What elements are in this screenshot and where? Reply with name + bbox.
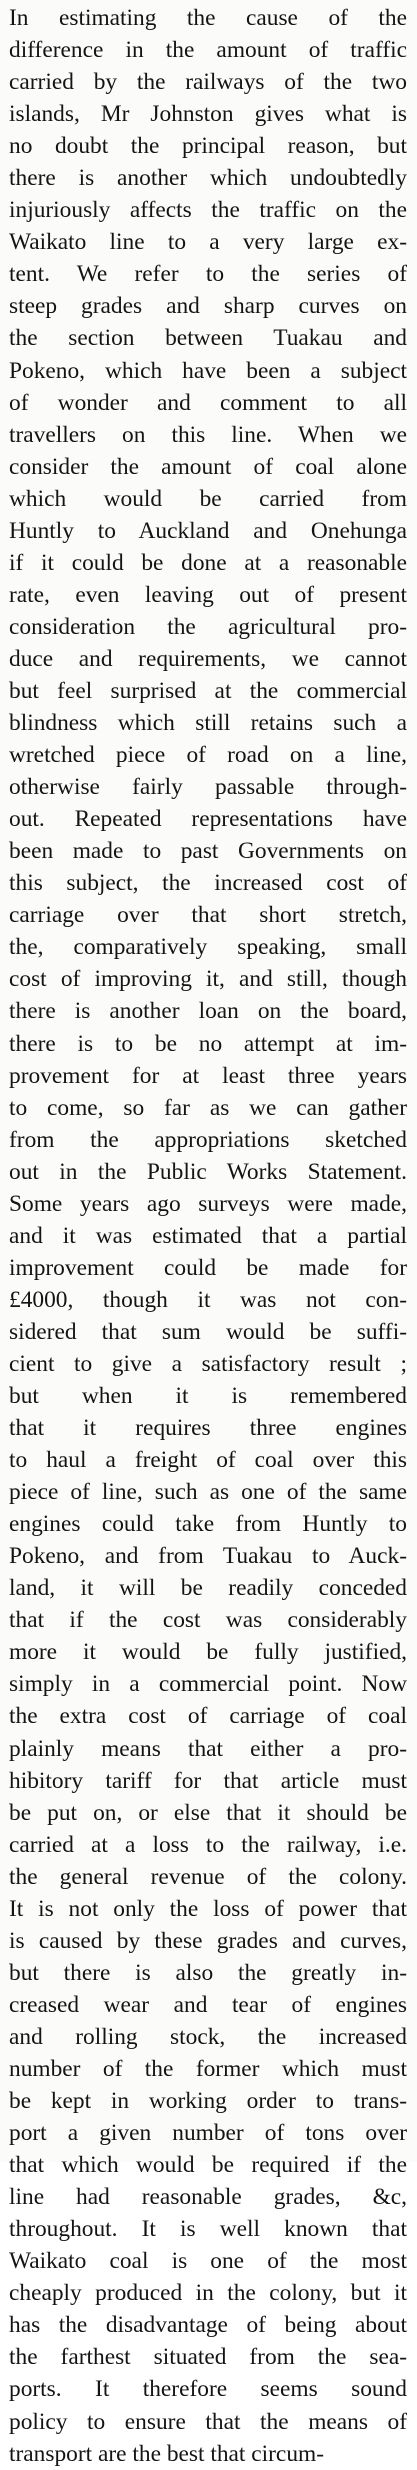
article-line: cost of improving it, and still, though [9,966,407,993]
article-line: the, comparatively speaking, small [9,934,407,961]
article-line: that it requires three engines [9,1415,407,1442]
article-line: provement for at least three years [9,1062,407,1089]
article-line: travellers on this line. When we [9,421,407,448]
article-line: the general revenue of the colony. [9,1863,407,1890]
article-line: injuriously affects the traffic on the [9,197,407,224]
article-line: no doubt the principal reason, but [9,133,407,160]
article-line: throughout. It is well known that [9,2216,407,2243]
article-line: cient to give a satisfactory result ; [9,1350,407,1377]
article-line: is caused by these grades and curves, [9,1927,407,1954]
article-line: Waikato line to a very large ex- [9,229,407,256]
article-line: port a given number of tons over [9,2120,407,2147]
article-line: to come, so far as we can gather [9,1094,407,1121]
article-line: the section between Tuakau and [9,325,407,352]
article-line: this subject, the increased cost of [9,870,407,897]
article-line: carriage over that short stretch, [9,902,407,929]
article-line: but there is also the greatly in- [9,1959,407,1986]
article-line: consideration the agricultural pro- [9,613,407,640]
article-line: wretched piece of road on a line, [9,742,407,769]
article-line: £4000, though it was not con- [9,1286,407,1313]
article-line: that if the cost was considerably [9,1607,407,1634]
article-line: policy to ensure that the means of [9,2408,407,2435]
article-line: been made to past Governments on [9,838,407,865]
article-line: In estimating the cause of the [9,5,407,31]
article-line: Waikato coal is one of the most [9,2248,407,2275]
article-line: which would be carried from [9,485,407,512]
article-line: and rolling stock, the increased [9,2023,407,2050]
article-line: islands, Mr Johnston gives what is [9,101,407,128]
article-line: consider the amount of coal alone [9,453,407,480]
article-line: be put on, or else that it should be [9,1799,407,1826]
article-line: there is another loan on the board, [9,998,407,1025]
article-line: transport are the best that circum- [9,2440,324,2467]
article-line: rate, even leaving out of present [9,581,407,608]
article-line: line had reasonable grades, &c, [9,2184,407,2211]
article-line: simply in a commercial point. Now [9,1671,407,1698]
article-line: carried at a loss to the railway, i.e. [9,1831,407,1858]
article-line: blindness which still retains such a [9,710,407,737]
article-line: there is to be no attempt at im- [9,1030,407,1057]
article-line: more it would be fully justified, [9,1639,407,1666]
article-line: improvement could be made for [9,1254,407,1281]
article-line: the farthest situated from the sea- [9,2344,407,2371]
article-line: out in the Public Works Statement. [9,1158,407,1185]
article-line: out. Repeated representations have [9,806,407,833]
article-line: land, it will be readily conceded [9,1575,407,1602]
article-line: duce and requirements, we cannot [9,645,407,672]
article-line: but feel surprised at the commercial [9,677,407,704]
article-line: but when it is remembered [9,1383,407,1410]
article-line: tent. We refer to the series of [9,261,407,288]
article-line: to haul a freight of coal over this [9,1447,407,1474]
article-line: be kept in working order to trans- [9,2088,407,2115]
article-line: It is not only the loss of power that [9,1895,407,1922]
article-line: there is another which undoubtedly [9,165,407,192]
article-line: has the disadvantage of being about [9,2312,407,2339]
article-line: Pokeno, and from Tuakau to Auck- [9,1543,407,1570]
article-line: number of the former which must [9,2056,407,2082]
article-column [9,2,407,2470]
article-line: that which would be required if the [9,2152,407,2179]
article-line: hibitory tariff for that article must [9,1767,407,1794]
article-line: if it could be done at a reasonable [9,549,407,576]
article-line: of wonder and comment to all [9,389,407,416]
article-line: engines could take from Huntly to [9,1511,407,1538]
article-line: Huntly to Auckland and Onehunga [9,517,407,544]
article-line: steep grades and sharp curves on [9,293,407,320]
article-line: Some years ago surveys were made, [9,1190,407,1217]
article-line: from the appropriations sketched [9,1126,407,1153]
article-line: creased wear and tear of engines [9,1991,407,2018]
article-line: cheaply produced in the colony, but it [9,2280,407,2307]
article-line: carried by the railways of the two [9,69,407,96]
article-line: Pokeno, which have been a subject [9,357,407,384]
article-line: sidered that sum would be suffi- [9,1318,407,1345]
article-line: ports. It therefore seems sound [9,2376,407,2403]
article-line: otherwise fairly passable through- [9,774,407,801]
article-line: difference in the amount of traffic [9,37,407,64]
article-line: plainly means that either a pro- [9,1735,407,1762]
article-line: piece of line, such as one of the same [9,1479,407,1506]
article-line: the extra cost of carriage of coal [9,1703,407,1730]
article-line: and it was estimated that a partial [9,1222,407,1249]
